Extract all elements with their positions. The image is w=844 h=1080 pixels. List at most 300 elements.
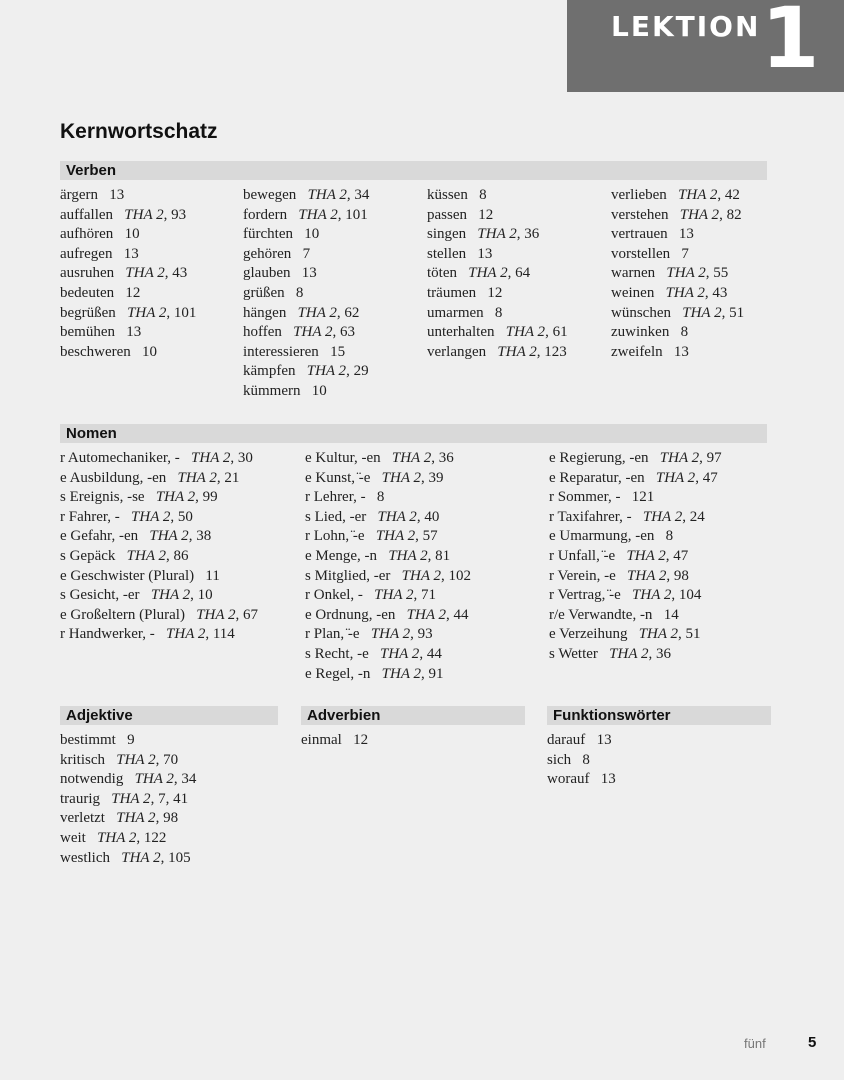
page-reference: 10 [197,587,213,604]
vocab-word: sich [547,751,572,768]
vocab-entry [427,304,605,324]
vocab-entry: singen THA 2, 36 [427,226,540,243]
workbook-reference: THA 2 [127,304,167,321]
vocab-entry: r Unfall, ̈-e THA 2, 47 [549,547,689,564]
vocab-word: bemühen [60,324,115,341]
section-header-nomen: Nomen [60,424,767,443]
vocab-word: hängen [243,304,287,321]
page-reference: 86 [173,547,189,564]
lesson-label: LEKTION [611,10,761,43]
page-reference: 36 [524,226,540,243]
vocab-word: stellen [427,245,467,262]
page-reference: 123 [544,343,567,360]
page-reference: 121 [631,489,655,506]
vocab-word: s Recht, -e [305,645,369,662]
page-reference: 21 [224,469,240,486]
workbook-reference: THA 2 [665,284,705,301]
page-reference: 29 [353,363,369,380]
vocab-entry: hoffen THA 2, 63 [243,324,355,341]
vocab-entry: r Lohn, ̈-e THA 2, 57 [305,528,438,545]
vocab-word: worauf [547,771,590,788]
vocab-entry [243,382,421,402]
vocab-entry: e Verzeihung THA 2, 51 [549,626,701,643]
page-reference: 40 [424,508,440,525]
workbook-reference: THA 2 [391,450,432,466]
vocab-entry: weinen THA 2, 43 [611,284,728,301]
vocab-entry: verletzt THA 2, 98 [60,810,179,827]
workbook-reference: THA 2 [627,567,667,584]
vocab-word: e Verzeihung [549,626,628,643]
vocab-word: e Umarmung, -en [549,528,655,545]
vocab-entry [549,488,789,508]
workbook-reference: THA 2 [609,645,649,662]
page-reference: 44 [426,645,442,662]
vocab-word: darauf [547,732,586,748]
vocab-word: begrüßen [60,304,116,321]
page-reference: 114 [212,626,235,643]
vocab-entry: r Handwerker, - THA 2, 114 [60,626,235,643]
vocab-word: beschweren [60,343,131,360]
vocab-word: verletzt [60,810,105,827]
vocab-entry [549,527,789,547]
vocab-entry [60,343,238,363]
workbook-reference: THA 2 [468,265,508,282]
workbook-reference: THA 2 [626,547,666,564]
page-reference: 104 [678,587,702,604]
page-reference: 62 [344,304,360,321]
vocab-entry [611,225,771,245]
page-reference: 13 [600,771,616,788]
vocab-word: s Gesicht, -er [60,587,140,604]
page-reference: 10 [124,226,140,243]
page-reference: 98 [163,810,179,827]
vocab-entry [611,323,771,343]
vocab-word: r Lohn, ̈-e [305,528,365,545]
page-reference: 7 [681,245,689,262]
vocab-entry: töten THA 2, 64 [427,265,531,282]
workbook-reference: THA 2 [477,226,517,243]
vocab-entry: begrüßen THA 2, 101 [60,304,197,321]
vocab-entry [427,206,605,226]
page-reference: 13 [301,265,317,282]
vocab-entry: r Taxifahrer, - THA 2, 24 [549,508,705,525]
workbook-reference: THA 2 [666,265,706,282]
workbook-reference: THA 2 [406,606,446,623]
vocab-word: traurig [60,790,100,807]
vocab-entry [547,751,777,771]
workbook-reference: THA 2 [659,450,700,466]
vocab-word: interessieren [243,343,319,360]
workbook-reference: THA 2 [116,751,156,768]
vocab-word: fürchten [243,226,293,243]
vocab-entry: r Automechaniker, - THA 2, 30 [60,450,253,466]
vocab-word: verlangen [427,343,487,360]
vocab-word: vertrauen [611,226,668,243]
vocab-entry [60,284,238,304]
vocab-word: r Sommer, - [549,489,621,506]
vocab-entry [60,731,290,751]
vocab-entry [547,770,777,790]
workbook-reference: THA 2 [374,587,414,604]
vocab-word: zweifeln [611,343,663,360]
vocab-entry [60,225,238,245]
vocab-entry: e Ordnung, -en THA 2, 44 [305,606,469,623]
page-reference: 39 [428,469,444,486]
vocab-word: r Automechaniker, - [60,450,180,466]
vocab-word: r Onkel, - [305,587,363,604]
workbook-reference: THA 2 [177,469,217,486]
page-reference: 12 [487,284,503,301]
page-reference: 43 [172,265,188,282]
page-reference: 8 [680,324,689,341]
vocab-entry [427,284,605,304]
vocab-word: r Lehrer, - [305,489,366,506]
workbook-reference: THA 2 [401,567,441,584]
section-header-adjektive: Adjektive [60,706,278,725]
page-reference: 8 [665,528,674,545]
vocab-entry: r Plan, ̈-e THA 2, 93 [305,626,433,643]
page-reference: 13 [477,245,493,262]
page-reference: 10 [311,382,327,399]
page-reference: 71 [420,587,436,604]
vocab-word: s Mitglied, -er [305,567,391,584]
page-reference: 51 [729,304,745,321]
vocab-entry: bewegen THA 2, 34 [243,187,370,203]
vocab-word: aufregen [60,245,113,262]
vocab-word: küssen [427,187,468,203]
workbook-reference: THA 2 [638,626,679,643]
workbook-reference: THA 2 [297,304,337,321]
vocab-entry [243,225,421,245]
vocab-entry: verstehen THA 2, 82 [611,206,742,223]
nomen-column-1 [60,449,300,645]
workbook-reference: THA 2 [642,508,683,525]
vocab-word: e Kunst, ̈-e [305,469,371,486]
verben-column-1 [60,186,238,362]
page-reference: 11 [205,567,220,584]
workbook-reference: THA 2 [377,508,417,525]
vocab-entry: warnen THA 2, 55 [611,265,729,282]
page-title: Kernwortschatz [60,120,218,143]
page-reference: 63 [339,324,355,341]
workbook-reference: THA 2 [379,645,420,662]
vocab-entry: s Lied, -er THA 2, 40 [305,508,440,525]
adverbien-list [301,731,531,751]
vocab-entry: verlangen THA 2, 123 [427,343,567,360]
vocab-entry [243,245,421,265]
vocab-entry: wünschen THA 2, 51 [611,304,745,321]
workbook-reference: THA 2 [679,206,720,223]
page-reference: 8 [494,304,503,321]
vocab-word: e Geschwister (Plural) [60,567,195,584]
vocab-entry [305,488,545,508]
vocab-word: westlich [60,849,110,866]
vocab-entry [611,343,771,363]
page-reference: 122 [143,829,167,846]
workbook-reference: THA 2 [375,528,416,545]
workbook-reference: THA 2 [149,528,189,545]
workbook-reference: THA 2 [121,849,161,866]
workbook-reference: THA 2 [116,810,156,827]
vocab-word: r Verein, -e [549,567,616,584]
page-reference: 13 [109,187,125,203]
vocab-entry: s Recht, -e THA 2, 44 [305,645,442,662]
vocab-entry: fordern THA 2, 101 [243,206,368,223]
page-reference: 101 [173,304,197,321]
vocab-entry [611,245,771,265]
vocab-entry [60,567,300,587]
vocab-word: e Regel, -n [305,665,371,682]
page-reference: 64 [515,265,531,282]
page-reference: 10 [142,343,158,360]
vocab-entry: e Kultur, -en THA 2, 36 [305,450,454,466]
page-reference: 55 [713,265,729,282]
page-reference: 13 [123,245,139,262]
page-reference: 8 [295,284,304,301]
vocab-word: r Vertrag, ̈-e [549,587,621,604]
page-reference: 12 [478,206,494,223]
vocab-word: wünschen [611,304,671,321]
vocab-word: unterhalten [427,324,495,341]
page-reference: 82 [726,206,742,223]
vocab-word: r Taxifahrer, - [549,508,632,525]
page-reference: 51 [685,626,701,643]
vocab-entry: unterhalten THA 2, 61 [427,324,568,341]
section-header-verben: Verben [60,161,767,180]
vocab-word: weit [60,829,86,846]
page-reference: 24 [689,508,705,525]
workbook-reference: THA 2 [298,206,338,223]
page-reference: 7 [302,245,311,262]
vocab-word: gehören [243,245,292,262]
vocab-entry: verlieben THA 2, 42 [611,187,740,203]
workbook-reference: THA 2 [111,790,151,807]
page-reference: 7, 41 [158,790,189,807]
page-reference: 12 [125,284,141,301]
vocab-entry: r Onkel, - THA 2, 71 [305,587,436,604]
vocab-word: e Großeltern (Plural) [60,606,185,623]
vocab-word: verlieben [611,187,667,203]
vocab-entry [549,606,789,626]
nomen-column-3 [549,449,789,665]
vocab-entry: r Verein, -e THA 2, 98 [549,567,689,584]
page-reference: 30 [237,450,253,466]
vocab-entry: hängen THA 2, 62 [243,304,360,321]
workbook-reference: THA 2 [306,363,347,380]
vocab-word: ausruhen [60,265,115,282]
vocab-word: bewegen [243,187,297,203]
vocab-entry: e Großeltern (Plural) THA 2, 67 [60,606,259,623]
vocab-word: grüßen [243,284,285,301]
vocab-entry [301,731,531,751]
workbook-reference: THA 2 [505,324,546,341]
page-reference: 98 [673,567,689,584]
page-reference: 44 [453,606,469,623]
workbook-reference: THA 2 [150,587,191,604]
workbook-reference: THA 2 [655,469,696,486]
vocab-word: vorstellen [611,245,671,262]
vocab-entry: r Fahrer, - THA 2, 50 [60,508,193,525]
vocab-word: ärgern [60,187,99,203]
page-reference: 36 [656,645,671,662]
vocab-entry: kämpfen THA 2, 29 [243,363,369,380]
page-reference: 36 [438,450,454,466]
vocab-word: einmal [301,732,342,748]
vocab-entry [60,323,238,343]
verben-column-2 [243,186,421,402]
vocab-entry [427,245,605,265]
vocab-word: e Ordnung, -en [305,606,396,623]
vocab-word: auffallen [60,206,114,223]
adjektive-list [60,731,290,868]
vocab-word: e Regierung, -en [549,450,649,466]
page-reference: 47 [702,469,718,486]
vocab-word: e Gefahr, -en [60,528,139,545]
vocab-word: e Ausbildung, -en [60,469,167,486]
vocab-word: singen [427,226,467,243]
vocab-entry: e Ausbildung, -en THA 2, 21 [60,469,240,486]
vocab-word: e Kultur, -en [305,450,381,466]
workbook-reference: THA 2 [134,771,174,788]
lesson-number: 1 [761,0,820,87]
vocab-entry [427,186,605,206]
page-number: 5 [808,1034,817,1051]
workbook-reference: THA 2 [497,343,537,360]
workbook-reference: THA 2 [155,489,196,506]
funktionswoerter-list [547,731,777,790]
vocab-word: r Unfall, ̈-e [549,547,616,564]
workbook-reference: THA 2 [196,606,236,623]
workbook-reference: THA 2 [166,626,206,643]
vocab-word: passen [427,206,467,223]
vocab-word: bestimmt [60,732,116,748]
page-reference: 38 [196,528,212,545]
vocab-word: aufhören [60,226,114,243]
page-reference: 13 [678,226,694,243]
vocab-word: s Ereignis, -se [60,489,145,506]
page-reference: 97 [706,450,722,466]
vocab-entry: s Ereignis, -se THA 2, 99 [60,489,218,506]
vocab-entry [243,343,421,363]
vocab-word: r Handwerker, - [60,626,155,643]
vocab-entry: e Kunst, ̈-e THA 2, 39 [305,469,444,486]
page-reference: 13 [126,324,142,341]
page-reference: 10 [304,226,320,243]
workbook-reference: THA 2 [370,626,411,643]
section-header-funktionswoerter: Funktionswörter [547,706,771,725]
vocab-word: kritisch [60,751,105,768]
lesson-header-box [567,0,844,92]
vocab-entry: e Regel, -n THA 2, 91 [305,665,444,682]
vocab-word: r Plan, ̈-e [305,626,360,643]
vocab-entry: traurig THA 2, 7, 41 [60,790,189,807]
page-reference: 13 [596,732,612,748]
workbook-reference: THA 2 [682,304,722,321]
vocab-entry: e Gefahr, -en THA 2, 38 [60,528,212,545]
vocab-word: e Menge, -n [305,547,378,564]
page-reference: 47 [673,547,689,564]
nomen-column-2 [305,449,545,684]
vocab-entry: westlich THA 2, 105 [60,849,191,866]
vocab-word: träumen [427,284,477,301]
page-reference: 42 [724,187,740,203]
page-reference: 105 [168,849,191,866]
page-reference: 93 [417,626,433,643]
vocab-entry: ausruhen THA 2, 43 [60,265,188,282]
workbook-reference: THA 2 [293,324,333,341]
page-reference: 70 [163,751,179,768]
vocab-word: töten [427,265,457,282]
page-reference: 101 [345,206,368,223]
vocab-entry: auffallen THA 2, 93 [60,206,187,223]
page-reference: 102 [448,567,471,584]
workbook-reference: THA 2 [307,187,347,203]
vocab-word: kämpfen [243,363,296,380]
verben-column-3 [427,186,605,362]
page-reference: 57 [422,528,438,545]
vocab-word: s Gepäck [60,547,116,564]
vocab-entry [60,186,238,206]
vocab-entry [243,284,421,304]
workbook-reference: THA 2 [381,665,421,682]
page-reference: 9 [127,732,135,748]
vocab-word: kümmern [243,382,301,399]
vocab-entry: s Wetter THA 2, 36 [549,645,671,662]
vocab-word: warnen [611,265,656,282]
vocab-entry: notwendig THA 2, 34 [60,771,197,788]
page-reference: 93 [171,206,187,223]
vocab-word: weinen [611,284,655,301]
vocab-entry [243,264,421,284]
workbook-reference: THA 2 [191,450,231,466]
section-header-adverbien: Adverbien [301,706,525,725]
page-reference: 8 [582,751,590,768]
vocab-entry: kritisch THA 2, 70 [60,751,179,768]
vocab-entry: s Mitglied, -er THA 2, 102 [305,567,471,584]
vocab-word: bedeuten [60,284,115,301]
vocab-word: r Fahrer, - [60,508,120,525]
vocab-entry: r Vertrag, ̈-e THA 2, 104 [549,587,702,604]
workbook-reference: THA 2 [131,508,171,525]
workbook-reference: THA 2 [126,547,166,564]
page-reference: 14 [663,606,679,623]
vocab-word: r/e Verwandte, -n [549,606,653,623]
vocab-entry: s Gesicht, -er THA 2, 10 [60,587,213,604]
page-word: fünf [744,1036,766,1051]
vocab-entry: e Regierung, -en THA 2, 97 [549,450,722,466]
vocab-entry: weit THA 2, 122 [60,829,167,846]
page-reference: 12 [353,732,369,748]
vocab-word: e Reparatur, -en [549,469,645,486]
workbook-reference: THA 2 [97,829,137,846]
page-reference: 8 [376,489,385,506]
vocab-entry [60,245,238,265]
page-reference: 99 [202,489,218,506]
vocab-word: s Wetter [549,645,598,662]
vocab-entry: s Gepäck THA 2, 86 [60,547,189,564]
vocab-entry: e Reparatur, -en THA 2, 47 [549,469,718,486]
page-reference: 34 [181,771,197,788]
workbook-reference: THA 2 [388,547,428,564]
vocab-word: glauben [243,265,291,282]
page-reference: 43 [712,284,728,301]
workbook-reference: THA 2 [381,469,421,486]
workbook-reference: THA 2 [125,265,165,282]
page-reference: 81 [435,547,451,564]
vocab-word: hoffen [243,324,282,341]
page-reference: 8 [479,187,487,203]
vocab-word: umarmen [427,304,484,321]
